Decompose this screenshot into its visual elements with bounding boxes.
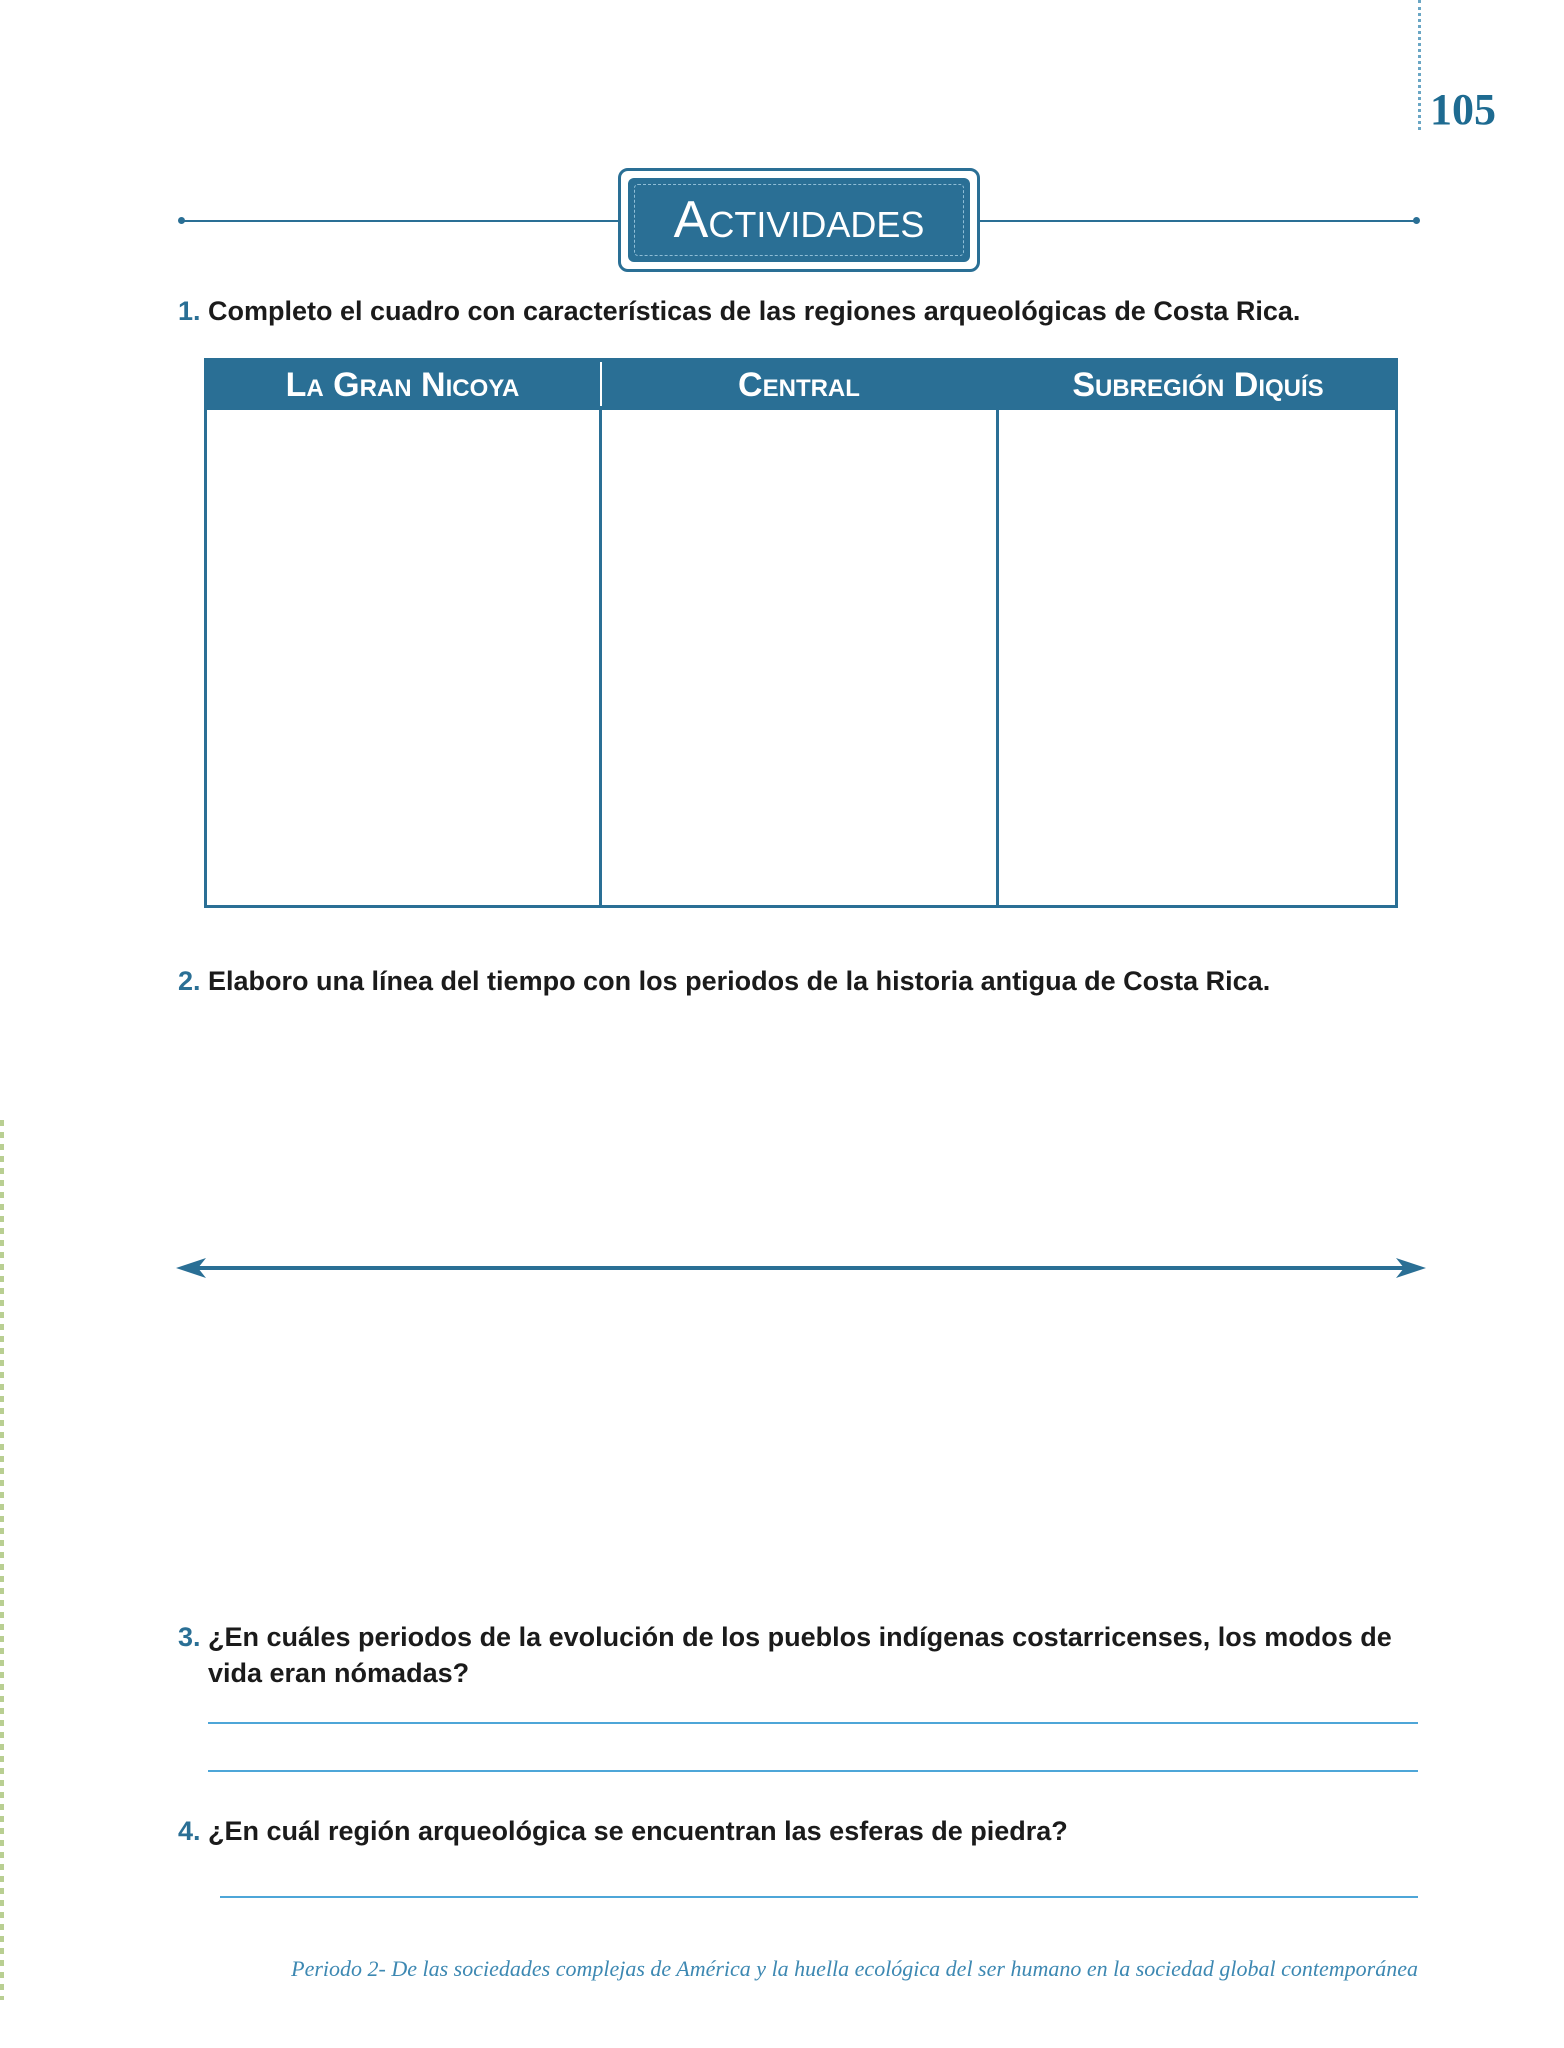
table-header-divider (600, 362, 602, 406)
header-rule-left (182, 220, 622, 222)
question-text: ¿En cuál región arqueológica se encuentran las esferas de piedra? (208, 1816, 1068, 1846)
answer-cell-diquis[interactable] (999, 410, 1395, 905)
question-number: 3. (178, 1622, 201, 1652)
header-rule-right (976, 220, 1416, 222)
answer-cell-gran-nicoya[interactable] (207, 410, 599, 905)
table-header-diquis: Subregión Diquís (1072, 366, 1324, 404)
answer-line[interactable] (220, 1896, 1418, 1898)
page-number: 105 (1430, 85, 1496, 134)
question-2 (0, 966, 1564, 1006)
answer-line[interactable] (208, 1722, 1418, 1724)
question-text: Completo el cuadro con características de las regiones arqueológicas de Costa Rica. (208, 296, 1301, 326)
header-rule-dot (1413, 217, 1420, 224)
question-number: 2. (178, 966, 201, 996)
margin-dotted-rule (1418, 0, 1421, 130)
timeline[interactable] (176, 1250, 1426, 1286)
margin-decoration (0, 1120, 4, 2000)
question-number: 4. (178, 1816, 201, 1846)
page-title: Actividades (673, 191, 925, 249)
question-text: Elaboro una línea del tiempo con los periodos de la historia antigua de Costa Rica. (208, 966, 1271, 996)
table-header-gran-nicoya: La Gran Nicoya (285, 366, 520, 404)
question-text-line-2: vida eran nómadas? (208, 1658, 470, 1688)
header-rule-dot (178, 217, 185, 224)
answer-cell-central[interactable] (602, 410, 996, 905)
question-3 (0, 1622, 1564, 1702)
table-header-central: Central (738, 366, 860, 404)
question-4 (0, 1816, 1564, 1856)
answer-line[interactable] (208, 1770, 1418, 1772)
page-footer: Periodo 2- De las sociedades complejas de América y la huella ecológica del ser humano en la sociedad global contemporánea (291, 1956, 1418, 1981)
question-text-line-1: ¿En cuáles periodos de la evolución de los pueblos indígenas costarricenses, los modos de (208, 1622, 1392, 1652)
question-number: 1. (178, 296, 201, 326)
question-1 (0, 296, 1564, 336)
